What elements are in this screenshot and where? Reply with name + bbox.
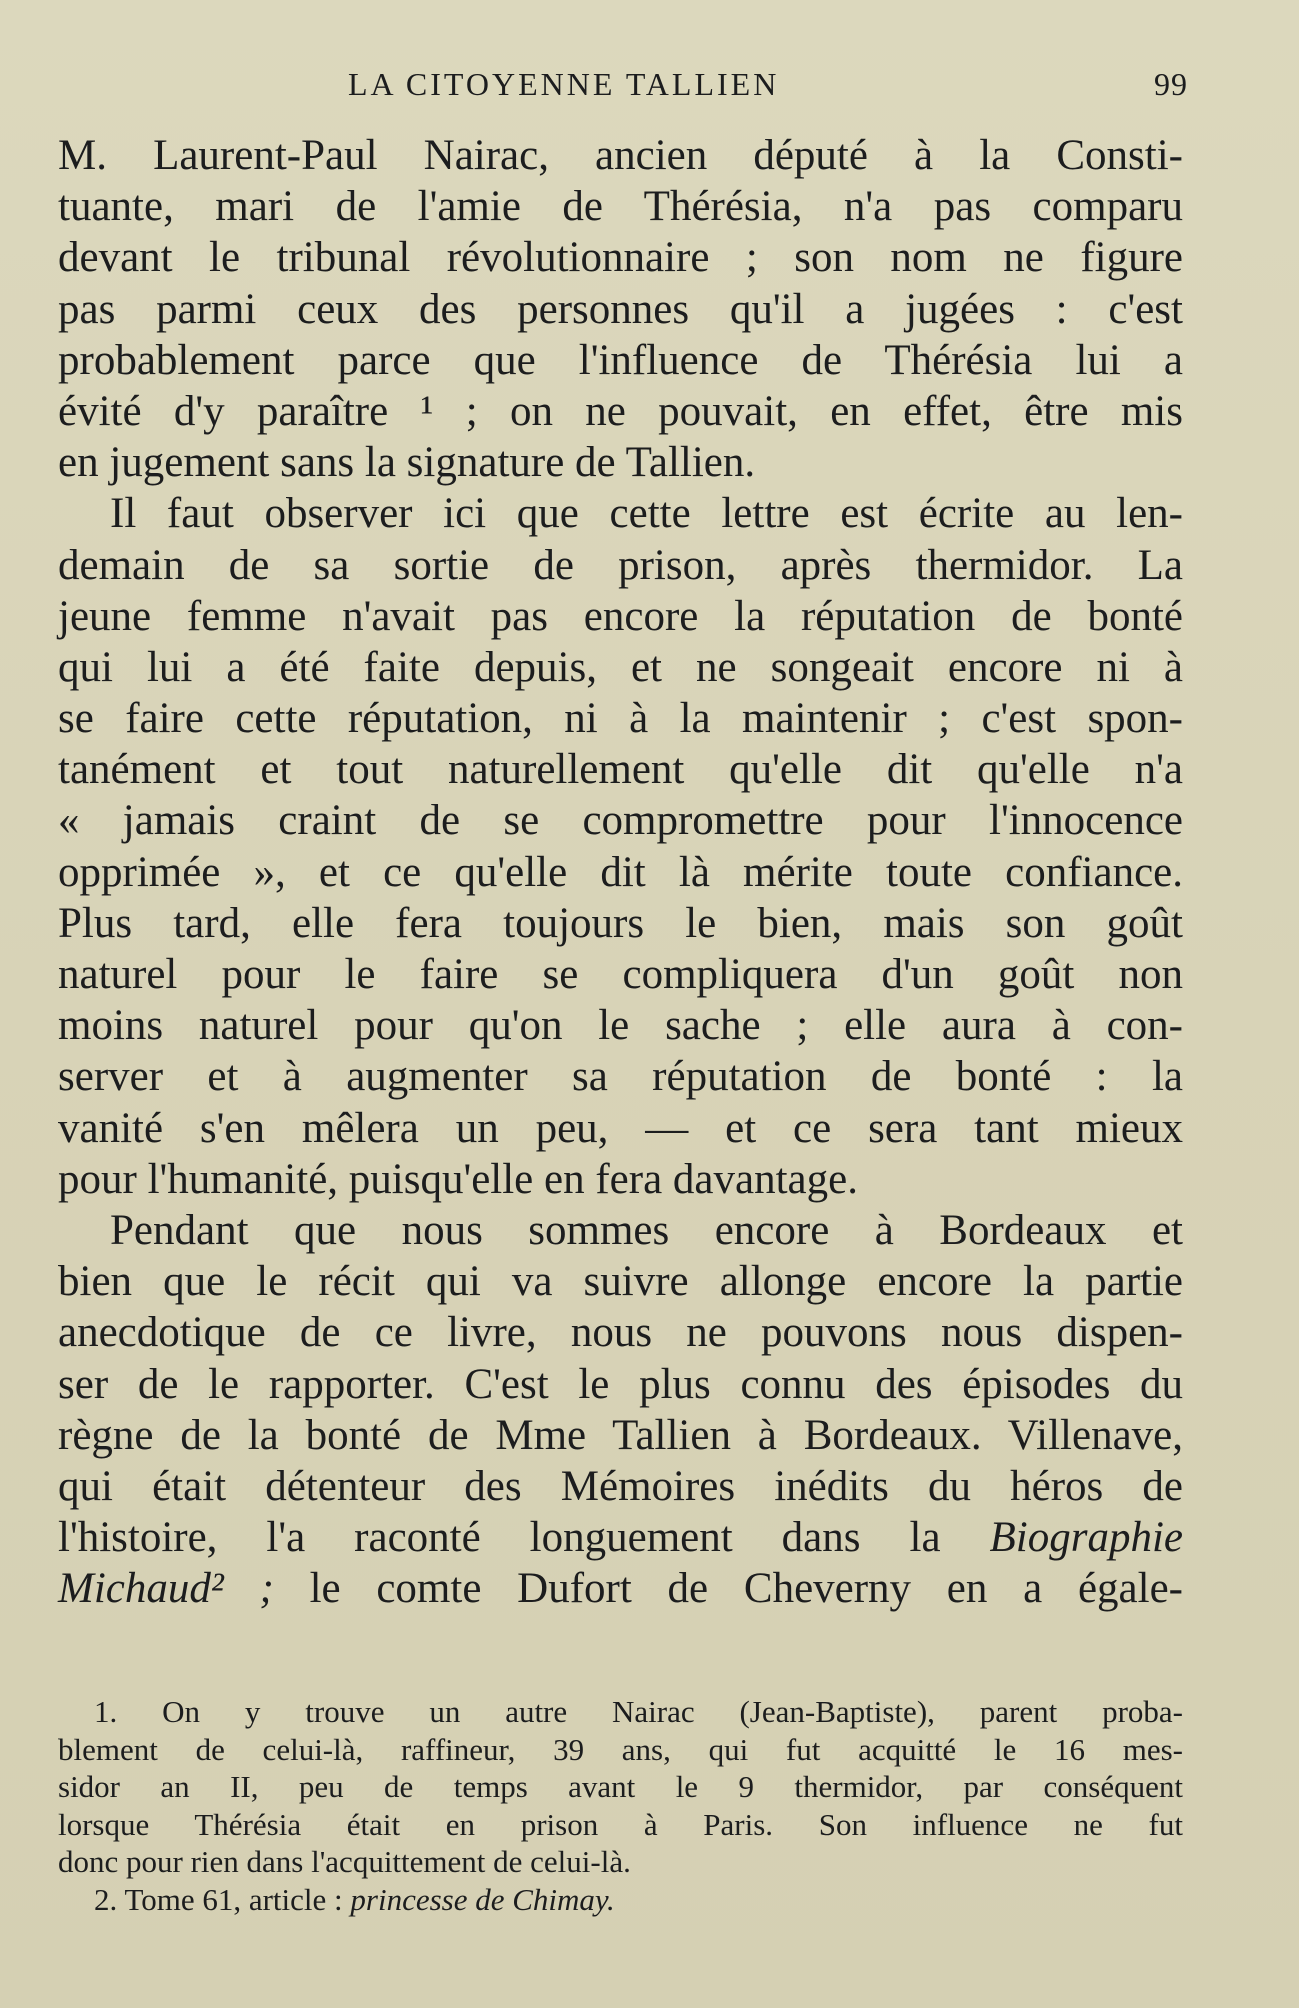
italic-title: Biographie: [989, 1514, 1184, 1562]
footnote-line: blement de celui-là, raffineur, 39 ans, qui fut acquitté le 16 mes-: [58, 1731, 1183, 1767]
text-line: probablement parce que l'influence de Thérésia lui a: [58, 336, 1183, 384]
text-line: pas parmi ceux des personnes qu'il a jugées : c'est: [58, 285, 1183, 333]
text-line: anecdotique de ce livre, nous ne pouvons nous dispen-: [58, 1309, 1183, 1357]
text-line: moins naturel pour qu'on le sache ; elle aura à con-: [58, 1002, 1183, 1050]
text-segment: le comte Dufort de Cheverny en a égale-: [309, 1565, 1183, 1613]
text-line: ser de le rapporter. C'est le plus connu des épisodes du: [58, 1360, 1183, 1408]
text-segment: l'histoire, l'a raconté longuement dans la: [58, 1514, 941, 1562]
text-line: règne de la bonté de Mme Tallien à Bordeaux. Villenave,: [58, 1411, 1183, 1459]
italic-title: Michaud² ;: [58, 1565, 274, 1613]
body-text: [58, 130, 1183, 1614]
text-line: jeune femme n'avait pas encore la réputation de bonté: [58, 592, 1183, 640]
text-line: Pendant que nous sommes encore à Bordeaux et: [110, 1206, 1183, 1254]
footnote-line: donc pour rien dans l'acquittement de celui-là.: [58, 1844, 631, 1879]
text-line: « jamais craint de se compromettre pour l'innocence: [58, 797, 1183, 845]
text-line: en jugement sans la signature de Tallien.: [58, 439, 756, 487]
footnotes: [58, 1693, 1183, 1918]
text-line: se faire cette réputation, ni à la maintenir ; c'est spon-: [58, 695, 1183, 743]
text-line: server et à augmenter sa réputation de bonté : la: [58, 1053, 1183, 1101]
text-line: Plus tard, elle fera toujours le bien, mais son goût: [58, 899, 1183, 947]
footnote-segment: 2. Tome 61, article :: [94, 1881, 343, 1917]
footnote-line: [58, 1881, 1183, 1919]
italic-title: princesse de Chimay.: [350, 1881, 615, 1917]
running-head: [58, 66, 1188, 114]
text-line: demain de sa sortie de prison, après thermidor. La: [58, 541, 1183, 589]
page-number: 99: [1154, 66, 1188, 102]
text-line: vanité s'en mêlera un peu, — et ce sera tant mieux: [58, 1104, 1183, 1152]
text-line: naturel pour le faire se compliquera d'un goût non: [58, 951, 1183, 998]
text-line: devant le tribunal révolutionnaire ; son nom ne figure: [58, 234, 1183, 282]
text-line: tuante, mari de l'amie de Thérésia, n'a pas comparu: [58, 183, 1183, 231]
footnote-line: 1. On y trouve un autre Nairac (Jean-Baptiste), parent proba-: [94, 1694, 1183, 1729]
text-line: M. Laurent-Paul Nairac, ancien député à la Consti-: [58, 132, 1183, 179]
footnote-line: lorsque Thérésia était en prison à Paris. Son influence ne fut: [58, 1806, 1183, 1842]
text-line: [58, 1512, 1183, 1563]
running-title: LA CITOYENNE TALLIEN: [348, 66, 780, 102]
text-line: pour l'humanité, puisqu'elle en fera davantage.: [58, 1155, 858, 1203]
text-line: [58, 1563, 1183, 1614]
footnote-line: sidor an II, peu de temps avant le 9 thermidor, par conséquent: [58, 1769, 1183, 1804]
text-line: opprimée », et ce qu'elle dit là mérite toute confiance.: [58, 848, 1183, 896]
text-line: qui lui a été faite depuis, et ne songeait encore ni à: [58, 643, 1183, 691]
text-line: évité d'y paraître ¹ ; on ne pouvait, en effet, être mis: [58, 387, 1183, 435]
text-line: Il faut observer ici que cette lettre est écrite au len-: [110, 490, 1183, 538]
text-line: tanément et tout naturellement qu'elle dit qu'elle n'a: [58, 746, 1183, 794]
text-line: qui était détenteur des Mémoires inédits du héros de: [58, 1462, 1183, 1510]
text-line: bien que le récit qui va suivre allonge encore la partie: [58, 1258, 1183, 1306]
